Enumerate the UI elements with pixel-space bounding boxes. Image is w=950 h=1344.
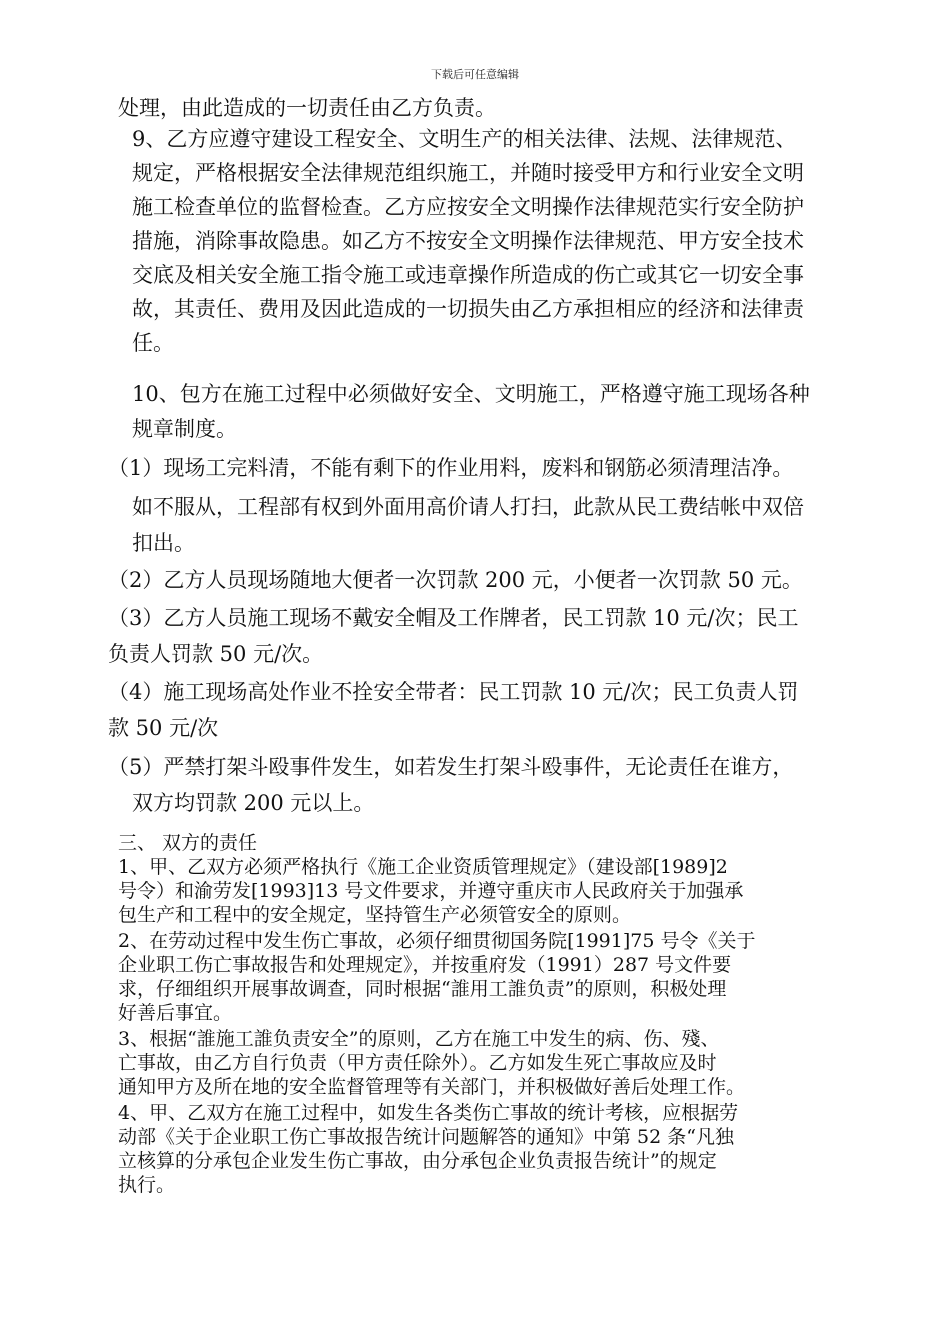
section-line: 包生产和工程中的安全规定，坚持管生产必须管安全的原则。 [118, 904, 632, 926]
page-header: 下载后可任意编辑 [431, 68, 519, 81]
body-line: 任。 [132, 331, 174, 355]
section-line: 3、根据“誰施工誰负责安全”的原则，乙方在施工中发生的病、伤、殘、 [118, 1028, 720, 1050]
body-line: 款 50 元/次 [108, 716, 219, 740]
body-line: （5）严禁打架斗殴事件发生，如若发生打架斗殴事件，无论责任在谁方， [108, 755, 794, 779]
section-line: 1、甲、乙双方必须严格执行《施工企业资质管理规定》（建设部[1989]2 [118, 856, 728, 878]
body-line: 故，其责任、费用及因此造成的一切损失由乙方承担相应的经济和法律责 [132, 297, 804, 321]
body-line: 扣出。 [132, 531, 195, 555]
body-line: 9、乙方应遵守建设工程安全、文明生产的相关法律、法规、法律规范、 [132, 127, 797, 151]
section-line: 4、甲、乙双方在施工过程中，如发生各类伤亡事故的统计考核，应根据劳 [118, 1102, 739, 1124]
body-line: 处理，由此造成的一切责任由乙方负责。 [118, 96, 496, 120]
section-line: 动部《关于企业职工伤亡事故报告统计问题解答的通知》中第 52 条“凡独 [118, 1126, 734, 1148]
body-line: 规定，严格根据安全法律规范组织施工，并随时接受甲方和行业安全文明 [132, 161, 804, 185]
body-line: （2）乙方人员现场随地大便者一次罚款 200 元，小便者一次罚款 50 元。 [108, 568, 803, 592]
body-line: 规章制度。 [132, 417, 237, 441]
body-line: 如不服从，工程部有权到外面用高价请人打扫，此款从民工费结帐中双倍 [132, 495, 804, 519]
section-line: 执行。 [118, 1174, 176, 1196]
section-line: 好善后事宜。 [118, 1002, 233, 1024]
section-line: 2、在劳动过程中发生伤亡事故，必须仔细贯彻国务院[1991]75 号令《关于 [118, 930, 756, 952]
body-line: （3）乙方人员施工现场不戴安全帽及工作牌者，民工罚款 10 元/次；民工 [108, 606, 799, 630]
section-heading: 三、 双方的责任 [118, 832, 258, 854]
section-line: 求，仔细组织开展事故调查，同时根据“誰用工誰负责”的原则，积极处理 [118, 978, 727, 1000]
section-line: 号令）和渝劳发[1993]13 号文件要求，并遵守重庆市人民政府关于加强承 [118, 880, 744, 902]
body-line: （4）施工现场高处作业不拴安全带者：民工罚款 10 元/次；民工负责人罚 [108, 680, 799, 704]
body-line: 10、包方在施工过程中必须做好安全、文明施工，严格遵守施工现场各种 [132, 382, 810, 406]
body-line: 交底及相关安全施工指令施工或违章操作所造成的伤亡或其它一切安全事 [132, 263, 804, 287]
section-line: 立核算的分承包企业发生伤亡事故，由分承包企业负责报告统计”的规定 [118, 1150, 717, 1172]
section-line: 企业职工伤亡事故报告和处理规定》，并按重府发（1991）287 号文件要 [118, 954, 732, 976]
body-line: 双方均罚款 200 元以上。 [132, 791, 375, 815]
body-line: 负责人罚款 50 元/次。 [108, 642, 324, 666]
section-line: 亡事故，由乙方自行负责（甲方责任除外）。乙方如发生死亡事故应及时 [118, 1052, 717, 1074]
body-line: 措施，消除事故隐患。如乙方不按安全文明操作法律规范、甲方安全技术 [132, 229, 804, 253]
section-line: 通知甲方及所在地的安全监督管理等有关部门，并积极做好善后处理工作。 [118, 1076, 746, 1098]
body-line: 施工检查单位的监督检查。乙方应按安全文明操作法律规范实行安全防护 [132, 195, 804, 219]
body-line: （1）现场工完料清，不能有剩下的作业用料，废料和钢筋必须清理洁净。 [108, 456, 794, 480]
